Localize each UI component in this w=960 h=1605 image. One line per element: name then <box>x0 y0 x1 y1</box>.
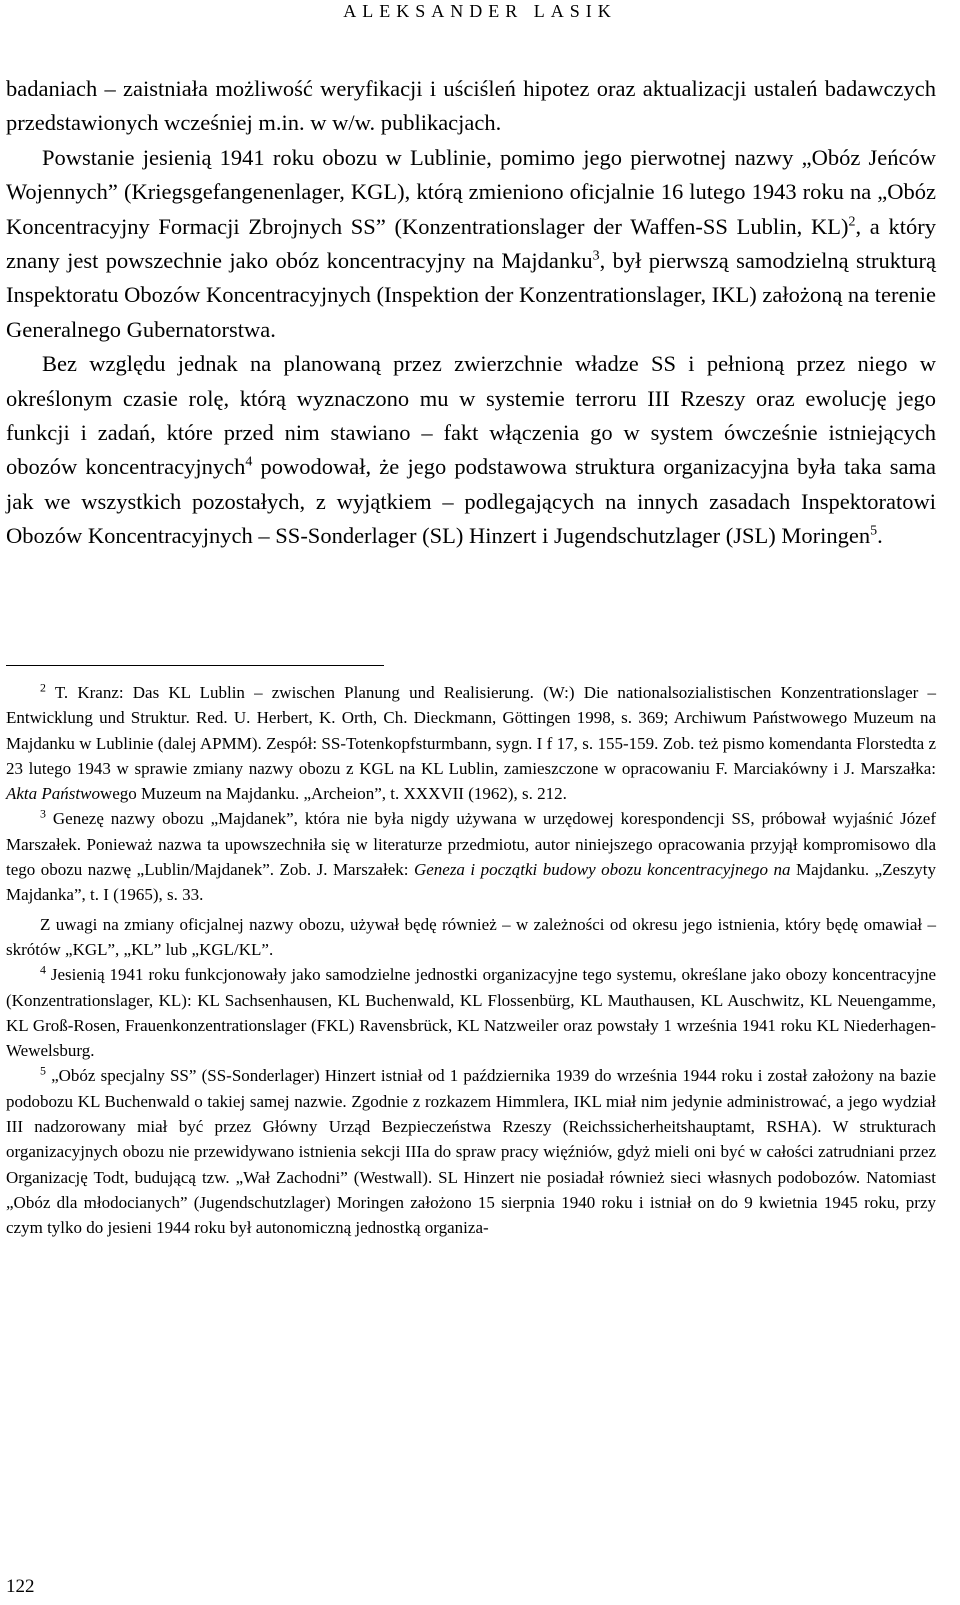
footnote-3-text-b: Majdanku. „Zeszyty Majdanka”, t. I (1965), s. 33. <box>6 860 936 905</box>
footnote-3-text-a: Genezę nazwy obozu „Majdanek”, która nie była nigdy używana w urzędowej korespondencji SS, próbował wyjaśnić Józef Marszałek. Ponieważ nazwa ta upowszechniła się w literaturze przedmiotu, autor niniejszego opracowania przyjął kompromisowo dla tego obozu nazwę „Lublin/Majdanek”. Zob. J. Marszałek: <box>6 809 936 880</box>
footnote-4 <box>6 962 936 1063</box>
paragraph-3-part-b: powodował, że jego podstawowa struktura organizacyjna była taka sama jak we wszystkich pozostałych, z wyjątkiem – podlegających na innych zasadach Inspektoratowi Obozów Koncentracyjnych – SS-Sonderlager (SL) Hinzert i Jugendschutzlager (JSL) Moringen <box>6 454 936 549</box>
running-head-author: ALEKSANDER LASIK <box>343 1 617 21</box>
footnote-3 <box>6 806 936 907</box>
paragraph-3 <box>6 347 936 553</box>
paragraph-3-part-c: . <box>877 523 883 549</box>
paragraph-2-part-a: Powstanie jesienią 1941 roku obozu w Lublinie, pomimo jego pierwotnej nazwy „Obóz Jeńców Wojennych” (Kriegsgefangenenlager, KGL), którą zmieniono oficjalnie 16 lutego 1943 roku na „Obóz Koncentracyjny Formacji Zbrojnych SS” (Konzentrationslager der Waffen-SS Lublin, KL) <box>6 144 936 239</box>
footnote-ref-2: 2 <box>848 214 856 230</box>
page-number: 122 <box>6 1576 35 1597</box>
footnote-3-number: 3 <box>40 806 46 821</box>
footnote-2-text-a: T. Kranz: Das KL Lublin – zwischen Planung und Realisierung. (W:) Die nationalsozialistischen Konzentrationslager – Entwicklung und Struktur. Red. U. Herbert, K. Orth, Ch. Dieckmann, Göttingen 1998, s. 369; Archiwum Państwowego Muzeum na Majdanku w Lublinie (dalej APMM). Zespół: SS-Totenkopfsturmbann, sygn. I f 17, s. 155-159. Zob. też pismo komendanta Florstedta z 23 lutego 1943 w sprawie zmiany nazwy obozu z KGL na KL Lublin, zamieszczone w opracowaniu F. Marciakówny i J. Marszałka: <box>6 683 936 778</box>
footnote-4-text: Jesienią 1941 roku funkcjonowały jako samodzielne jednostki organizacyjne tego systemu, określane jako obozy koncentracyjne (Konzentrationslager, KL): KL Sachsenhausen, KL Buchenwald, KL Flossenbürg, KL Mauthausen, KL Auschwitz, KL Neuengamme, KL Groß-Rosen, Frauenkonzentrationslager (FKL) Ravensbrück, KL Natzweiler oraz powstały 1 września 1941 roku KL Niederhagen-Wewelsburg. <box>6 965 936 1061</box>
footnote-ref-5: 5 <box>870 523 878 539</box>
footnote-separator <box>6 665 384 666</box>
footnote-5-text: „Obóz specjalny SS” (SS-Sonderlager) Hinzert istniał od 1 października 1939 do września 1944 roku i został założony na bazie podobozu KL Buchenwald o takiej samej nazwie. Zgodnie z rozkazem Himmlera, IKL miał nim jedynie administrować, a jego wydział III nadzorowany miał być przez Główny Urząd Bezpieczeństwa Rzeszy (Reichssicherheitshauptamt, RSHA). W strukturach organizacyjnych obozu nie przewidywano istnienia sekcji IIIa do spraw pracy więźniów, gdyż mieli oni być w całości zatrudniani przez Organizację Todt, budującą tzw. „Wał Zachodni” (Westwall). SL Hinzert nie posiadał również sieci własnych podobozów. Natomiast „Obóz dla młodocianych” (Jugendschutzlager) Moringen założono 15 sierpnia 1940 roku i istniał on do 9 kwietnia 1945 roku, przy czym tylko do jesieni 1944 roku był autonomiczną jednostką organiza- <box>6 1066 936 1238</box>
footnote-3-continuation: Z uwagi na zmiany oficjalnej nazwy obozu, używał będę również – w zależności od okresu jego istnienia, który będę omawiał – skrótów „KGL”, „KL” lub „KGL/KL”. <box>6 914 936 959</box>
footnote-ref-3: 3 <box>592 248 600 264</box>
footnote-5 <box>6 1063 936 1240</box>
paragraph-2-part-b: , a który znany jest powszechnie jako obóz koncentracyjny na Majdanku <box>6 213 936 274</box>
footnote-2-text-b: wego Muzeum na Majdanku. „Archeion”, t. XXXVII (1962), s. 212. <box>99 784 567 804</box>
footnote-3-italic-title: Geneza i początki budowy obozu koncentracyjnego na <box>413 860 791 880</box>
paragraph-2 <box>6 141 936 347</box>
footnote-4-number: 4 <box>40 962 46 977</box>
footnotes <box>6 680 936 1241</box>
footnote-ref-4: 4 <box>245 454 253 470</box>
paragraph-1: badaniach – zaistniała możliwość weryfikacji i uściśleń hipotez oraz aktualizacji ustaleń badawczych przedstawionych wcześniej m.in. w w/w. publikacjach. <box>6 76 936 136</box>
main-text <box>6 72 936 554</box>
paragraph-2-part-c: , był pierwszą samodzielną strukturą Inspektoratu Obozów Koncentracyjnych (Inspektion der Konzentrationslager, IKL) założoną na terenie Generalnego Gubernatorstwa. <box>6 248 936 342</box>
footnote-2-italic-title: Akta Państwo <box>6 784 100 804</box>
footnote-2-number: 2 <box>40 680 46 695</box>
paragraph-3-part-a: Bez względu jednak na planowaną przez zwierzchnie władze SS i pełnioną przez niego w określonym czasie rolę, którą wyznaczono mu w systemie terroru III Rzeszy oraz ewolucję jego funkcji i zadań, które przed nim stawiano – fakt włączenia go w system ówcześnie istniejących obozów koncentracyjnych <box>6 351 936 480</box>
footnote-5-number: 5 <box>40 1063 46 1078</box>
footnote-2 <box>6 680 936 806</box>
